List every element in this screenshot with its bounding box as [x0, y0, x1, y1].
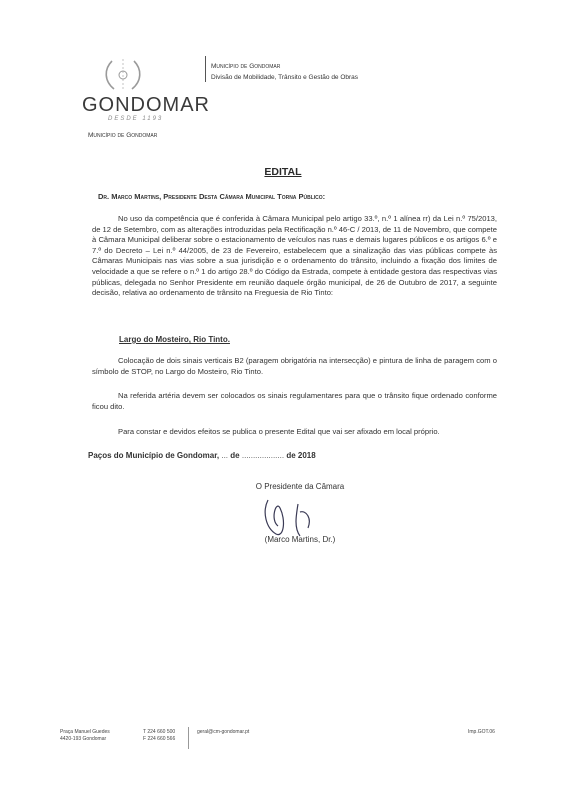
- logo-name: GONDOMAR: [82, 94, 210, 116]
- footer-tel: T 224 660 500: [143, 729, 176, 735]
- logo-tagline: DESDE 1193: [108, 116, 164, 122]
- header-divider: [205, 56, 206, 82]
- date-line: [88, 451, 316, 460]
- footer-address: [60, 729, 110, 743]
- date-mid: de: [230, 451, 240, 460]
- location-heading: Largo do Mosteiro, Rio Tinto.: [119, 335, 230, 344]
- paragraph-legal-basis: No uso da competência que é conferida à Câmara Municipal pelo artigo 33.º, n.º 1 alínea rr) da Lei n.º 75/2013, de 12 de Setembro, com as alterações introduzidas pela Rectificação n.º 46-C / 2013, de 11 de Novembro, que compete à Câmara Municipal deliberar sobre o estacionamento de veículos nas ruas e demais lugares públicos e os artigos 6.º e 7.º do Decreto – Lei n.º 44/2005, de 23 de Fevereiro, estabelecem que a sinalização das vias públicas compete às Câmaras Municipais nas vias sobre a sua jurisdição e o ordenamento do trânsito, incluindo a fixação dos limites de velocidade a que se refere o n.º 1 do artigo 28.º do Código da Estrada, compete à entidade gestora das respectivas vias públicas, delegada no Senhor Presidente em reunião daquele órgão municipal, de 26 de Outubro de 2017, a seguinte decisão, relativa ao ordenamento de trânsito na Freguesia de Rio Tinto:: [92, 214, 497, 298]
- footer-fax: F 224 660 566: [143, 736, 176, 742]
- date-month-fill: ...................: [241, 451, 285, 460]
- date-day-fill: ...: [221, 451, 229, 460]
- paragraph-signage: Na referida artéria devem ser colocados os sinais regulamentares para que o trânsito fique ordenado conforme ficou dito.: [92, 391, 497, 411]
- footer-form-code: Imp.GOT.06: [468, 729, 495, 735]
- gondomar-logo-icon: [98, 55, 148, 95]
- footer-divider: [188, 727, 189, 749]
- logo-municipality: Município de Gondomar: [88, 132, 158, 139]
- date-prefix: Paços do Município de Gondomar,: [88, 451, 220, 460]
- signatory-role: O Presidente da Câmara: [255, 482, 345, 491]
- signatory-name: (Marco Martins, Dr.): [264, 535, 336, 544]
- footer-address-line2: 4420-193 Gondomar: [60, 736, 107, 742]
- header-division: Divisão de Mobilidade, Trânsito e Gestão de Obras: [211, 74, 359, 81]
- intro-line: Dr. Marco Martins, Presidente Desta Câmara Municipal Torna Público:: [98, 192, 326, 201]
- date-suffix: de 2018: [286, 451, 316, 460]
- paragraph-measure: Colocação de dois sinais verticais B2 (paragem obrigatória na intersecção) e pintura de linha de paragem com o símbolo de STOP, no Largo do Mosteiro, Rio Tinto.: [92, 356, 497, 376]
- footer-address-line1: Praça Manuel Guedes: [60, 729, 110, 735]
- footer-email: geral@cm-gondomar.pt: [197, 729, 250, 735]
- footer-phone: [143, 729, 175, 743]
- paragraph-publication: Para constar e devidos efeitos se publica o presente Edital que vai ser afixado em local próprio.: [118, 427, 440, 436]
- document-title: EDITAL: [264, 166, 302, 178]
- header-municipality: Município de Gondomar: [211, 63, 281, 70]
